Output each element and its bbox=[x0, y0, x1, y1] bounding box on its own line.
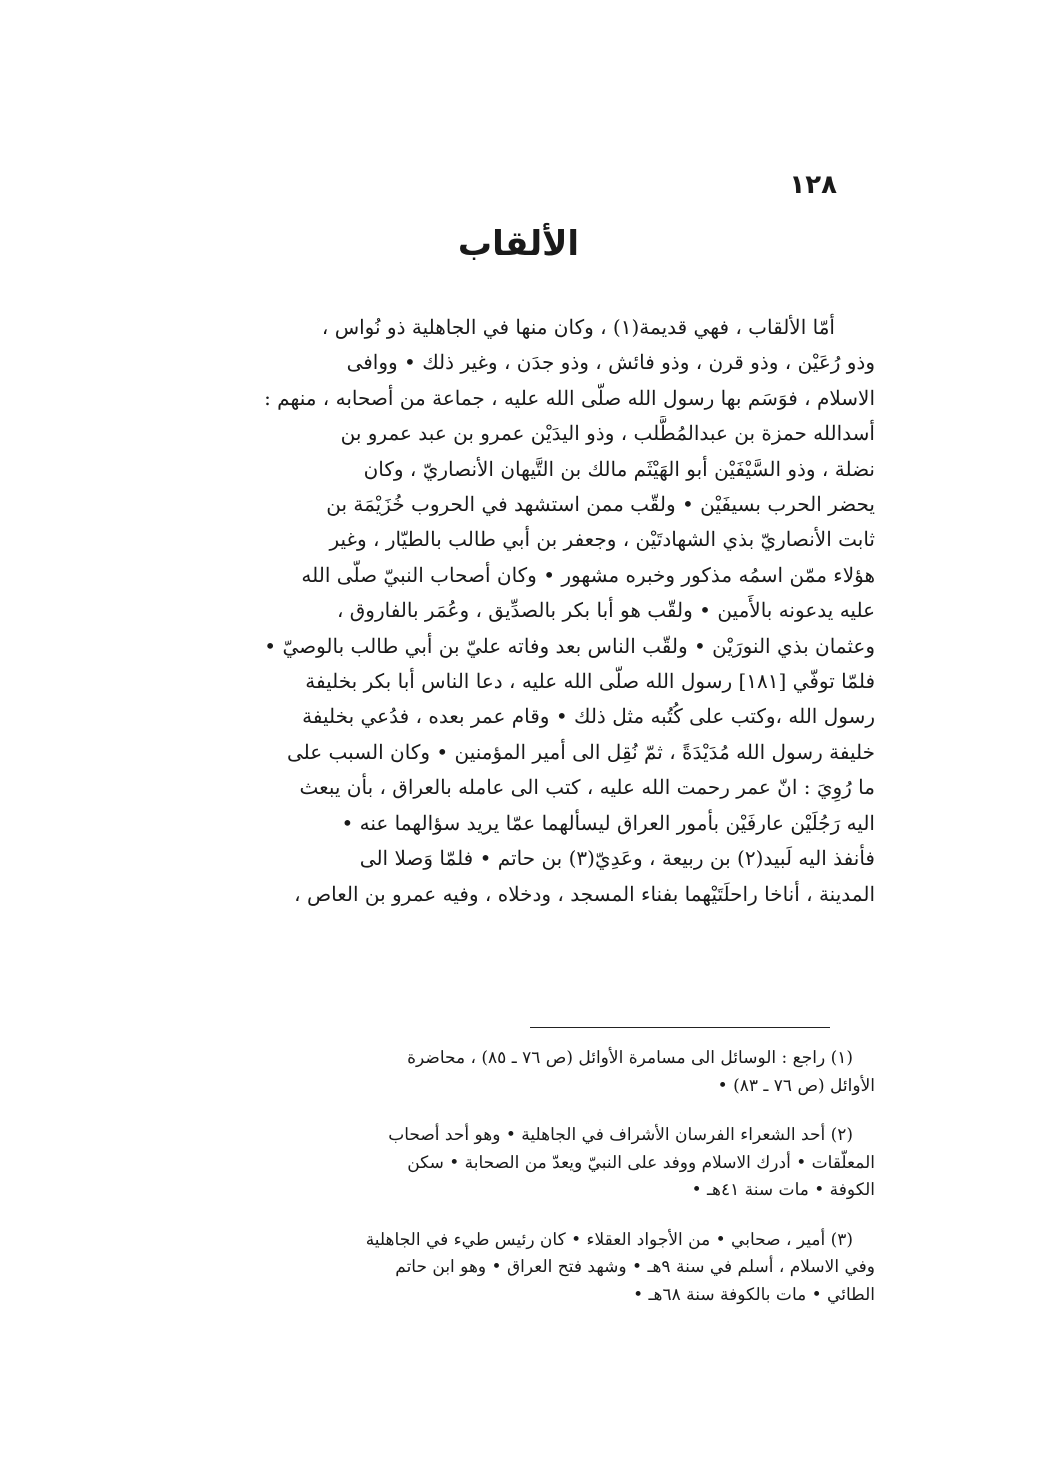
text-line: أسدالله حمزة بن عبدالمُطَّلب ، وذو اليدَيْن عمرو بن عبد عمرو بن bbox=[340, 421, 875, 446]
page-number: ١٢٨ bbox=[789, 170, 837, 200]
main-text bbox=[165, 310, 875, 912]
text-line: فأنفذ اليه لَبيد(٢) بن ربيعة ، وعَدِيّ(٣) بن حاتم • فلمّا وَصلا الى bbox=[359, 846, 875, 871]
footnote-line: الكوفة • مات سنة ٤١هـ • bbox=[691, 1180, 875, 1200]
footnote-3 bbox=[165, 1227, 875, 1310]
text-line: هؤلاء ممّن اسمُه مذكور وخبره مشهور • وكان أصحاب النبيّ صلّى الله bbox=[301, 562, 875, 587]
text-line: اليه رَجُلَيْن عارفَيْن بأمور العراق ليسألهما عمّا يريد سؤالهما عنه • bbox=[341, 810, 875, 835]
footnotes bbox=[165, 1045, 875, 1331]
text-line: يحضر الحرب بسيفَيْن • ولقّب ممن استشهد في الحروب خُزَيْمَة بن bbox=[326, 492, 875, 517]
text-line: أمّا الألقاب ، فهي قديمة(١) ، وكان منها في الجاهلية ذو نُواس ، bbox=[321, 315, 835, 339]
text-line: رسول الله ،وكتب على كُتُبه مثل ذلك • وقام عمر بعده ، فدُعي بخليفة bbox=[302, 704, 875, 729]
footnote-line: (٣) أمير ، صحابي • من الأجواد العقلاء • كان رئيس طيء في الجاهلية bbox=[365, 1229, 853, 1250]
text-line: خليفة رسول الله مُدَيْدَةً ، ثمّ نُقِل الى أمير المؤمنين • وكان السبب على bbox=[286, 739, 875, 764]
footnote-line: المعلّقات • أدرك الاسلام ووفد على النبيّ ويعدّ من الصحابة • سكن bbox=[407, 1152, 875, 1173]
text-line: ثابت الأنصاريّ بذي الشهادتَيْن ، وجعفر بن أبي طالب بالطيّار ، وغير bbox=[329, 527, 875, 552]
text-line: فلمّا توفّي [١٨١] رسول الله صلّى الله عليه ، دعا الناس أبا بكر بخليفة bbox=[305, 669, 875, 694]
footnote-line: الطائي • مات بالكوفة سنة ٦٨هـ • bbox=[633, 1284, 875, 1305]
text-line: نضلة ، وذو السَّيْفَيْن أبو الهَيْثَم مالك بن التَّيهان الأنصاريّ ، وكان bbox=[363, 456, 875, 481]
footnote-line: (٢) أحد الشعراء الفرسان الأشراف في الجاهلية • وهو أحد أصحاب bbox=[388, 1125, 853, 1145]
text-line: وعثمان بذي النورَيْن • ولقّب الناس بعد وفاته عليّ بن أبي طالب بالوصيّ • bbox=[264, 633, 875, 658]
page-heading: الألقاب bbox=[457, 224, 580, 264]
footnote-line: الأوائل (ص ٧٦ ـ ٨٣) • bbox=[717, 1075, 875, 1096]
text-line: المدينة ، أناخا راحلَتَيْهما بفناء المسجد ، ودخلاه ، وفيه عمرو بن العاص ، bbox=[294, 881, 875, 906]
text-line: عليه يدعونه بالأَمين • ولقّب هو أبا بكر بالصدِّيق ، وعُمَر بالفاروق ، bbox=[336, 598, 875, 623]
footnote-line: وفي الاسلام ، أسلم في سنة ٩هـ • وشهد فتح العراق • وهو ابن حاتم bbox=[395, 1257, 875, 1277]
footnote-1 bbox=[165, 1045, 875, 1100]
footnote-line: (١) راجع : الوسائل الى مسامرة الأوائل (ص ٧٦ ـ ٨٥) ، محاضرة bbox=[407, 1048, 853, 1068]
text-line: الاسلام ، فوَسَم بها رسول الله صلّى الله عليه ، جماعة من أصحابه ، منهم : bbox=[264, 385, 875, 410]
text-line: وذو رُعَيْن ، وذو قرن ، وذو فائش ، وذو جدَن ، وغير ذلك • ووافى bbox=[346, 350, 875, 375]
footnote-2 bbox=[165, 1122, 875, 1205]
footnote-divider bbox=[530, 1027, 830, 1028]
text-line: ما رُوِيَ : انّ عمر رحمت الله عليه ، كتب الى عامله بالعراق ، بأن يبعث bbox=[299, 775, 875, 800]
